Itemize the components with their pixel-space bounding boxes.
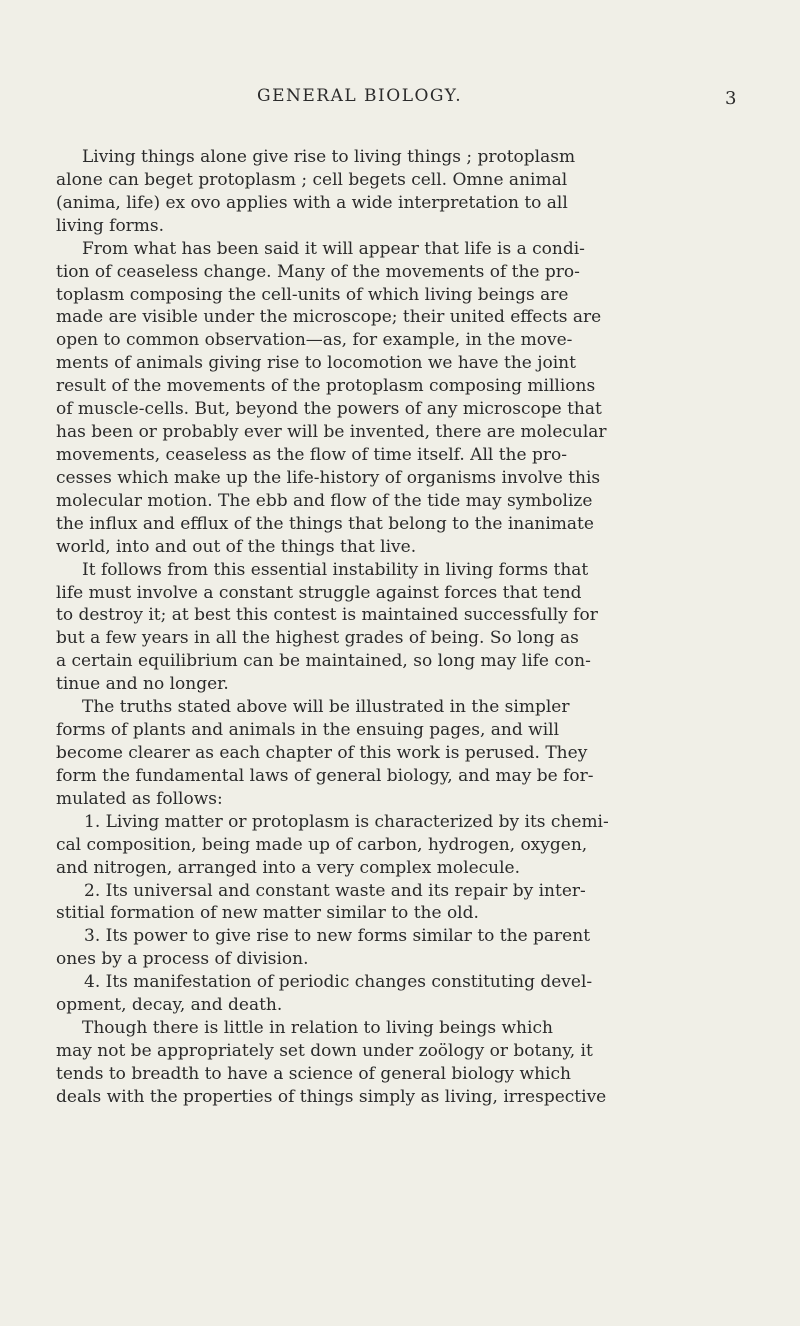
text-line: to destroy it; at best this contest is maintained successfully for — [56, 605, 598, 626]
text-line: From what has been said it will appear that life is a condi- — [82, 238, 585, 259]
text-line: deals with the properties of things simply as living, irrespective — [56, 1086, 607, 1107]
text-line: and nitrogen, arranged into a very complex molecule. — [56, 857, 521, 878]
text-line: living forms. — [56, 215, 165, 236]
text-line: become clearer as each chapter of this work is perused. They — [56, 742, 588, 763]
text-line: life must involve a constant struggle against forces that tend — [56, 582, 582, 603]
text-line: Though there is little in relation to living beings which — [82, 1018, 553, 1039]
text-line: The truths stated above will be illustrated in the simpler — [82, 697, 570, 718]
text-line: world, into and out of the things that live. — [56, 536, 417, 557]
body-text — [56, 146, 756, 1109]
text-line: result of the movements of the protoplasm composing millions — [56, 376, 596, 397]
running-head: GENERAL BIOLOGY. — [257, 86, 463, 106]
text-line: (anima, life) ex ovo applies with a wide interpretation to all — [56, 192, 568, 213]
text-line: ments of animals giving rise to locomotion we have the joint — [56, 353, 576, 374]
text-line: mulated as follows: — [56, 788, 223, 809]
text-line: molecular motion. The ebb and flow of the tide may symbolize — [56, 490, 593, 511]
text-line: 4. Its manifestation of periodic changes constituting devel- — [84, 972, 593, 993]
text-line: 1. Living matter or protoplasm is characterized by its chemi- — [84, 811, 609, 832]
text-line: a certain equilibrium can be maintained, so long may life con- — [56, 651, 591, 672]
text-line: but a few years in all the highest grades of being. So long as — [56, 628, 579, 649]
text-line: open to common observation—as, for example, in the move- — [56, 330, 573, 351]
text-line: form the fundamental laws of general biology, and may be for- — [56, 765, 594, 786]
text-line: 2. Its universal and constant waste and its repair by inter- — [84, 880, 586, 901]
text-line: Living things alone give rise to living things ; protoplasm — [82, 147, 576, 167]
text-line: movements, ceaseless as the flow of time itself. All the pro- — [56, 444, 567, 465]
text-line: tends to breadth to have a science of general biology which — [56, 1063, 571, 1084]
text-line: It follows from this essential instability in living forms that — [82, 559, 589, 580]
text-line: the influx and efflux of the things that belong to the inanimate — [56, 513, 594, 534]
text-line: forms of plants and animals in the ensuing pages, and will — [56, 720, 560, 741]
text-line: cesses which make up the life-history of organisms involve this — [56, 467, 601, 488]
text-line: stitial formation of new matter similar to the old. — [56, 903, 479, 924]
text-line: alone can beget protoplasm ; cell begets cell. Omne animal — [56, 169, 568, 190]
page-number: 3 — [725, 88, 737, 109]
text-line: may not be appropriately set down under zoölogy or botany, it — [56, 1040, 593, 1061]
text-line: tinue and no longer. — [56, 674, 229, 695]
text-line: has been or probably ever will be invented, there are molecular — [56, 422, 607, 443]
text-line: tion of ceaseless change. Many of the movements of the pro- — [56, 261, 580, 282]
text-line: cal composition, being made up of carbon, hydrogen, oxygen, — [56, 834, 588, 855]
text-line: ones by a process of division. — [56, 949, 309, 970]
text-line: made are visible under the microscope; their united effects are — [56, 307, 602, 328]
text-line: opment, decay, and death. — [56, 995, 283, 1016]
text-line: of muscle-cells. But, beyond the powers of any microscope that — [56, 399, 602, 420]
text-line: 3. Its power to give rise to new forms similar to the parent — [84, 926, 591, 947]
text-line: toplasm composing the cell-units of which living beings are — [56, 284, 569, 305]
